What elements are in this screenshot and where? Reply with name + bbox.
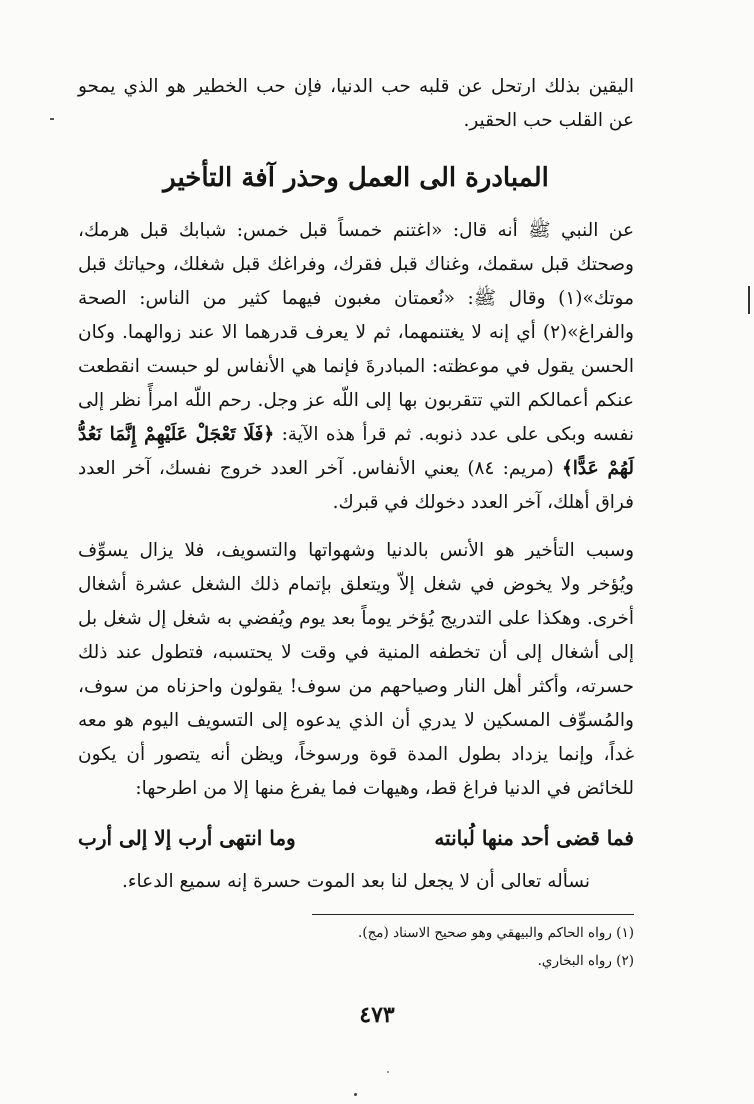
footnote-2: (٢) رواه البخاري. bbox=[537, 953, 634, 969]
poem-hemistich-second: وما انتهى أرب إلا إلى أرب bbox=[78, 826, 296, 850]
paragraph-hadith-tail: (مريم: ٨٤) يعني الأنفاس. آخر العدد خروج نفسك، آخر العدد فراق أهلك، آخر العدد دخولك في قبرك. bbox=[78, 458, 634, 513]
margin-tick bbox=[50, 118, 54, 120]
poem-hemistich-first: فما قضى أحد منها لُبانته bbox=[434, 826, 634, 850]
paragraph-hadith bbox=[78, 214, 634, 520]
footnote-1: (١) رواه الحاكم والبيهقي وهو صحيح الاسناد (مج). bbox=[358, 925, 634, 941]
scan-speck bbox=[354, 1093, 357, 1096]
margin-mark bbox=[748, 286, 750, 314]
scan-speck-small bbox=[387, 1071, 389, 1073]
footnote-divider bbox=[312, 914, 634, 915]
paragraph-hadith-text: عن النبي ﷺ أنه قال: «اغتنم خمساً قبل خمس: شبابك قبل هرمك، وصحتك قبل سقمك، وغناك قبل فقرك، وفراغك قبل شغلك، وحياتك قبل موتك»(١) وقال ﷺ: «نُعمتان مغبون فيهما كثير من الناس: الصحة والفراغ»(٢) أي إنه لا يغتنمهما، ثم لا يعرف قدرهما الا عند زوالهما. وكان الحسن يقول في موعظته: المبادرةَ فإنما هي الأنفاس لو حبست انقطعت عنكم أعمالكم التي تتقربون بها إلى اللّه عز وجل. رحم اللّه امرأً نظر إلى نفسه وبكى على عدد ذنوبه. ثم قرأ هذه الآية: bbox=[78, 220, 634, 445]
page-number: ٤٧٣ bbox=[359, 1002, 395, 1028]
section-heading: المبادرة الى العمل وحذر آفة التأخير bbox=[163, 163, 549, 193]
closing-prayer: نسأله تعالى أن لا يجعل لنا بعد الموت حسرة إنه سميع الدعاء. bbox=[121, 871, 591, 892]
paragraph-procrastination: وسبب التأخير هو الأنس بالدنيا وشهواتها والتسويف، فلا يزال يسوِّف ويُؤخر ولا يخوض في شغل إلاّ ويتعلق بإتمام ذلك الشغل عشرة أشغال أخرى. وهكذا على التدريج يُؤخر يوماً بعد يوم ويُفضي به شغل إل شغل بل إلى أشغال إلى أن تخطفه المنية في وقت لا يحتسبه، فتطول عند ذلك حسرته، وأكثر أهل النار وصياحهم من سوف! يقولون واحزناه من سوف، والمُسوِّف المسكين لا يدري أن الذي يدعوه إلى التسويف اليوم هو معه غداً، وإنما يزداد بطول المدة قوة ورسوخاً، ويظن أنه يتصور أن يكون للخائض في الدنيا فراغ قط، وهيهات فما يفرغ منها إلا من اطرحها: bbox=[78, 540, 634, 799]
opening-paragraph: اليقين بذلك ارتحل عن قلبه حب الدنيا، فإن حب الخطير هو الذي يمحو عن القلب حب الحقير. bbox=[78, 76, 634, 131]
poem-verse bbox=[78, 818, 634, 858]
page-body bbox=[78, 62, 634, 973]
quran-verse: ﴿فَلَا تَعْجَلْ عَلَيْهِمْ إِنَّمَا نَعُدُّ لَهُمْ عَدًّا﴾ bbox=[78, 424, 634, 479]
